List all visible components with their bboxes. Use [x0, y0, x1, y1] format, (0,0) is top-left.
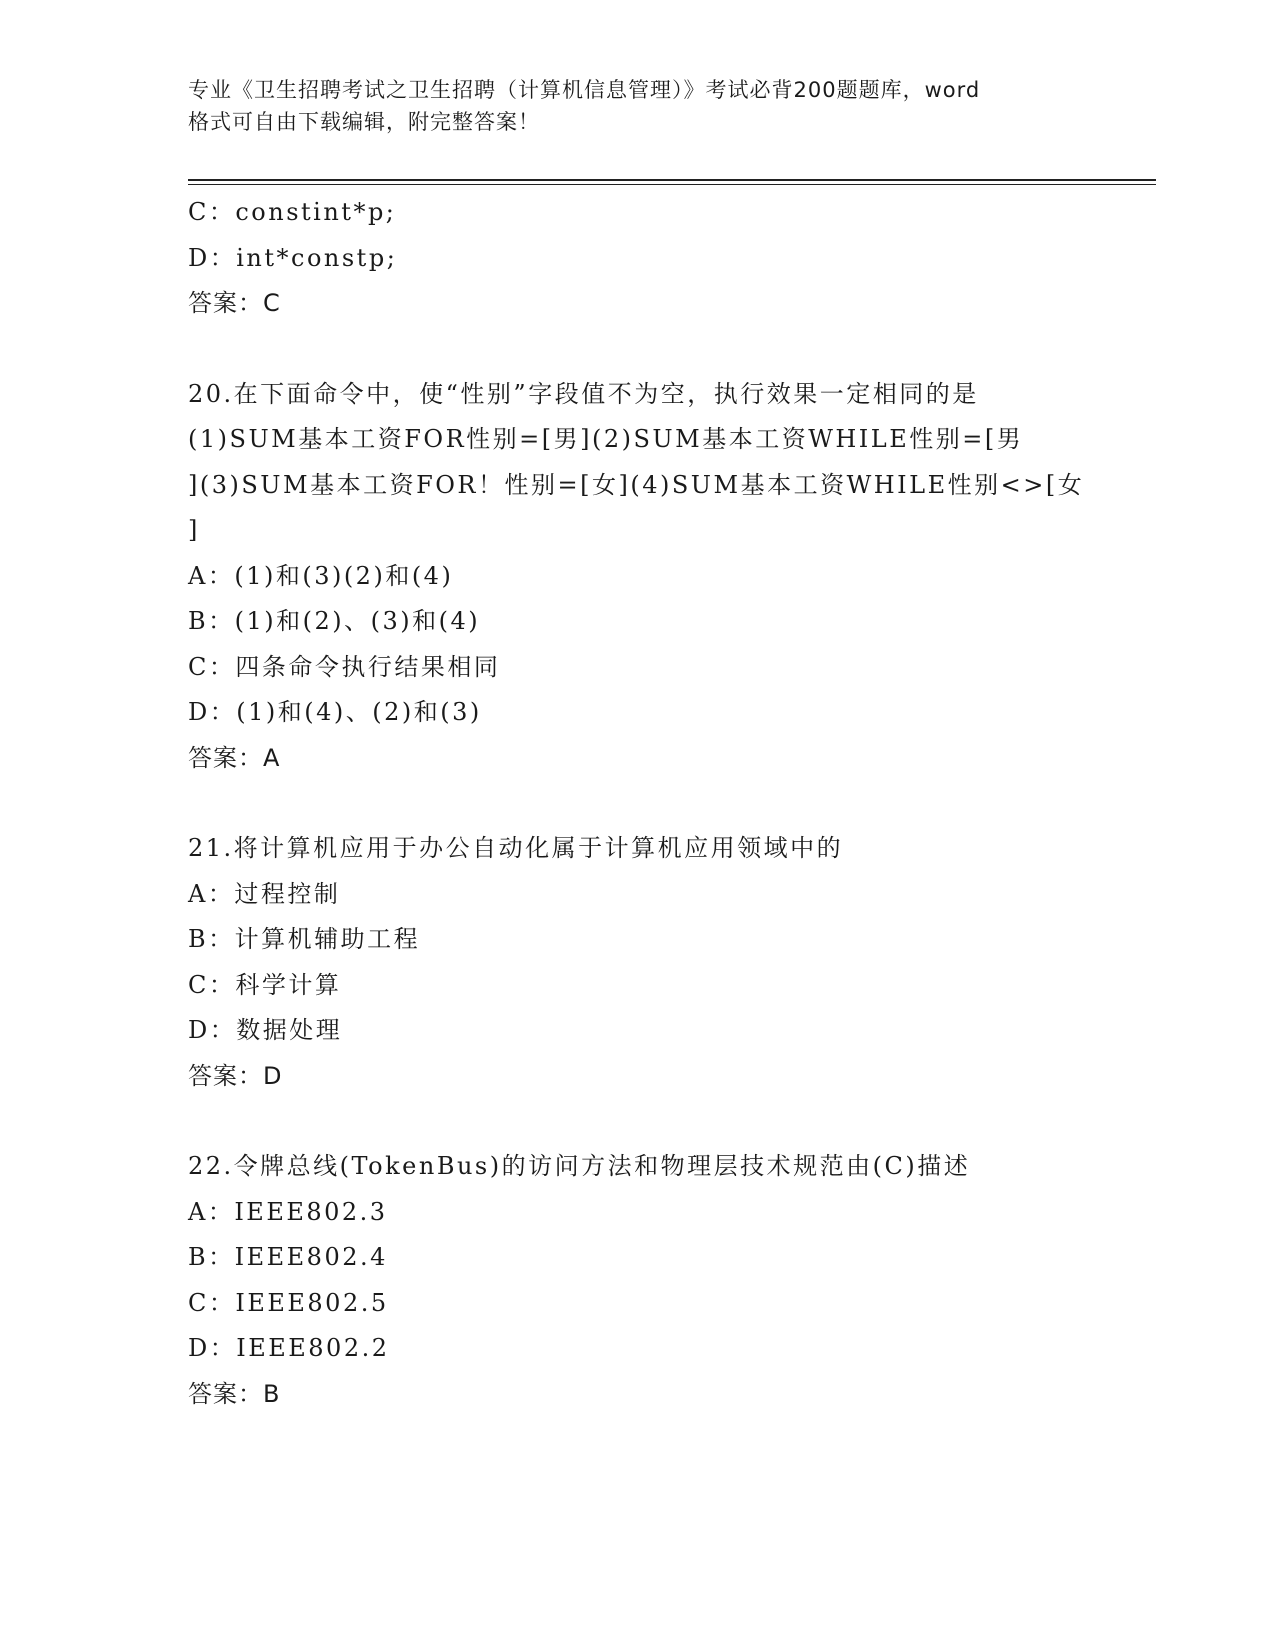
question-20 [188, 372, 1088, 782]
question-stem-line-1: 20.在下面命令中，使“性别”字段值不为空，执行效果一定相同的是 [188, 379, 979, 408]
answer-line: 答案：D [188, 1061, 283, 1090]
question-21 [188, 826, 1088, 1099]
header-divider [188, 179, 1156, 185]
question-stem-line-1: 21.将计算机应用于办公自动化属于计算机应用领域中的 [188, 834, 844, 862]
option-c: C：科学计算 [188, 970, 342, 999]
option-c: C：IEEE802.5 [188, 1288, 389, 1317]
option-d: D：IEEE802.2 [188, 1334, 390, 1362]
option-a: A：过程控制 [188, 879, 341, 908]
option-b: B：计算机辅助工程 [188, 925, 421, 953]
answer-line: 答案：A [188, 743, 281, 772]
header-title-line-2: 格式可自由下载编辑，附完整答案！ [188, 110, 540, 134]
option-d: D：(1)和(4)、(2)和(3) [188, 698, 482, 726]
option-b: B：IEEE802.4 [188, 1243, 388, 1271]
question-stem-line-1: 22.令牌总线(TokenBus)的访问方法和物理层技术规范由(C)描述 [188, 1152, 971, 1180]
option-d: D：数据处理 [188, 1016, 343, 1044]
question-stem-line-4: ] [188, 516, 200, 544]
option-d: D：int*constp; [188, 243, 398, 272]
option-c: C：四条命令执行结果相同 [188, 652, 501, 681]
document-header [188, 74, 1088, 138]
spacer [188, 1099, 1088, 1144]
spacer [188, 781, 1088, 826]
question-stem-line-3: ](3)SUM基本工资FOR！性别=[女](4)SUM基本工资WHILE性别<>[女 [188, 470, 1085, 499]
spacer [188, 327, 1088, 372]
header-title-line-1: 专业《卫生招聘考试之卫生招聘（计算机信息管理）》考试必背200题题库，word [188, 78, 981, 102]
option-b: B：(1)和(2)、(3)和(4) [188, 607, 481, 635]
option-a: A：(1)和(3)(2)和(4) [188, 561, 454, 590]
option-a: A：IEEE802.3 [188, 1197, 388, 1226]
answer-line: 答案：C [188, 289, 281, 317]
answer-line: 答案：B [188, 1379, 281, 1408]
option-c: C：constint*p; [188, 198, 397, 226]
question-22 [188, 1144, 1088, 1417]
document-body [188, 190, 1088, 1417]
question-stem-line-2: (1)SUM基本工资FOR性别=[男](2)SUM基本工资WHILE性别=[男 [188, 425, 1024, 453]
question-19-tail [188, 190, 1088, 327]
